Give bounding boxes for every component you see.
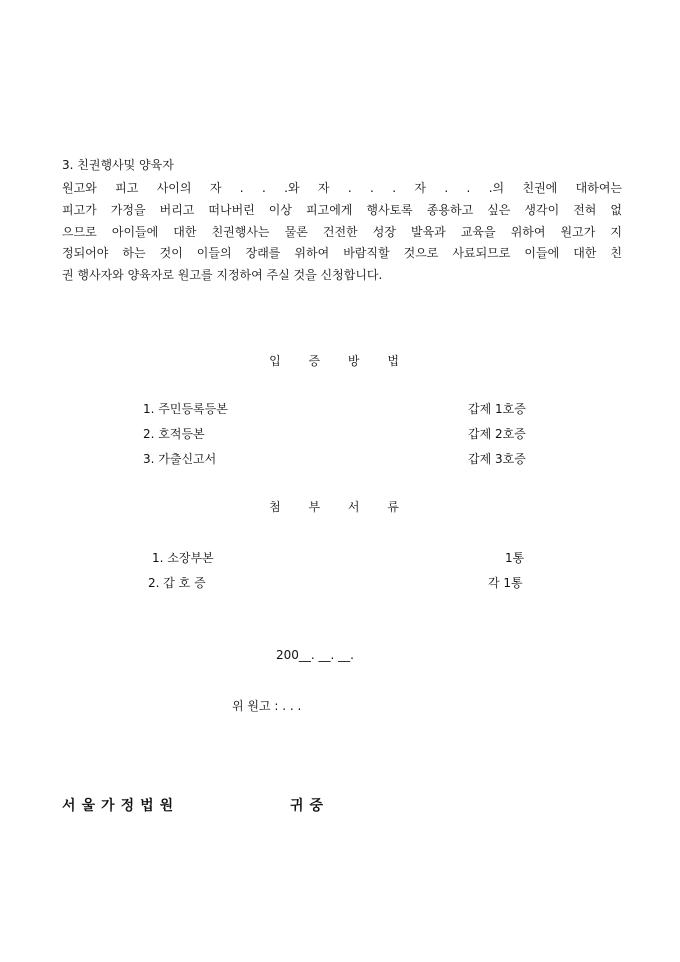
evidence-item-name: 1. 주민등록등본 [143, 402, 228, 416]
filing-date: 200__. __. __. [276, 648, 354, 662]
body-line: 권 행사자와 양육자로 원고를 지정하여 주실 것을 신청합니다. [62, 268, 383, 283]
attachment-item-count: 각 1통 [488, 576, 523, 590]
evidence-item-name: 2. 호적등본 [143, 427, 205, 441]
attachment-item-count: 1통 [505, 551, 525, 565]
body-line: 으므로 아이들에 대한 친권행사는 물론 건전한 성장 발육과 교육을 위하여 원고가 지 [62, 224, 622, 239]
plaintiff-signature: 위 원고 : . . . [232, 699, 302, 713]
body-line: 정되어야 하는 것이 이들의 장래를 위하여 바람직할 것으로 사료되므로 이들에 대한 친 [62, 246, 622, 261]
body-line: 피고가 가정을 버리고 떠나버린 이상 피고에게 행사토록 종용하고 싶은 생각이 전혀 없 [62, 202, 622, 217]
petition-body [62, 178, 622, 287]
body-line: 원고와 피고 사이의 자 . . .와 자 . . . 자 . . .의 친권에 대하여는 [62, 181, 622, 195]
court-name: 서울가정법원 [62, 798, 180, 814]
attachment-item-name: 1. 소장부본 [152, 551, 214, 565]
evidence-heading: 입 증 방 법 [269, 354, 411, 368]
attachment-item-name: 2. 갑 호 증 [148, 576, 206, 590]
court-addressee-suffix: 귀중 [290, 798, 330, 814]
evidence-item-ref: 갑제 3호증 [468, 452, 526, 466]
evidence-item-ref: 갑제 2호증 [468, 427, 526, 441]
section-title: 3. 친권행사및 양육자 [62, 158, 174, 172]
evidence-item-ref: 갑제 1호증 [468, 402, 526, 416]
attachments-heading: 첨 부 서 류 [269, 500, 411, 514]
evidence-item-name: 3. 가출신고서 [143, 452, 217, 466]
